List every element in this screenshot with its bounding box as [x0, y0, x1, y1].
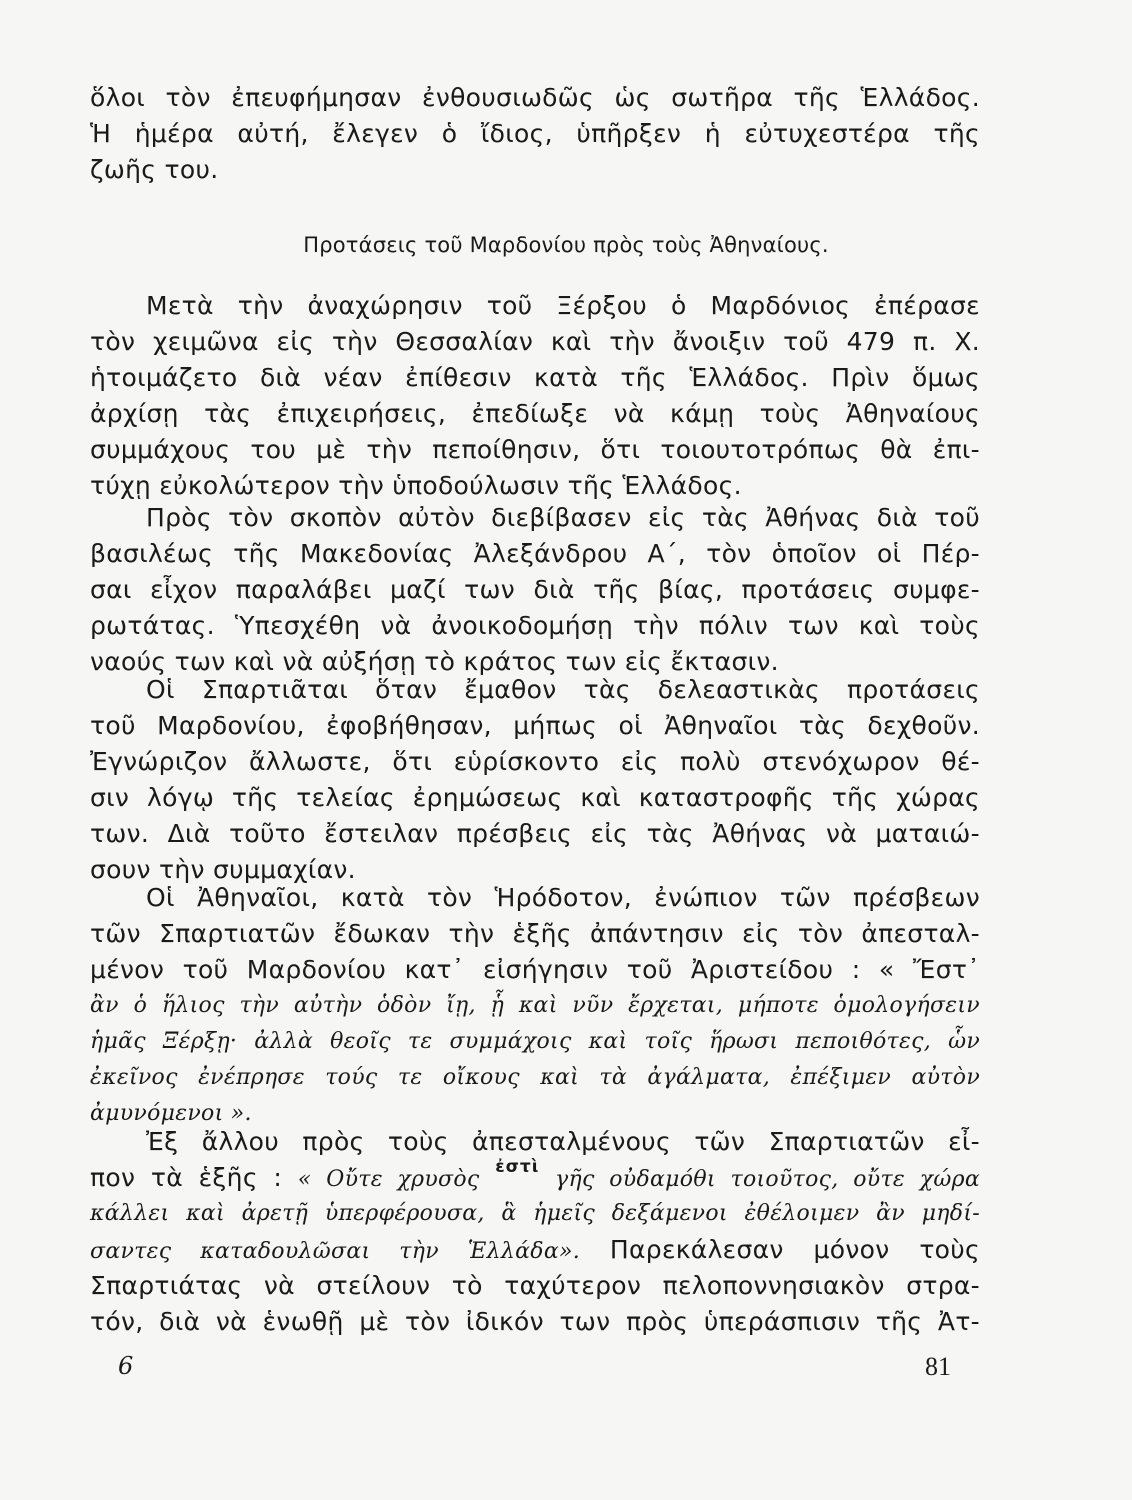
text-line: Ἡ ἡμέρα αὐτή, ἔλεγεν ὁ ἴδιος, ὑπῆρξεν ἡ εὐτυχεστέρα τῆς [90, 119, 980, 148]
text-segment: πον τὰ ἑξῆς : [90, 1163, 298, 1192]
text-line: Πρὸς τὸν σκοπὸν αὐτὸν διεβίβασεν εἰς τὰς Ἀθήνας διὰ τοῦ [146, 503, 980, 532]
text-line: σαι εἶχον παραλάβει μαζί των διὰ τῆς βίας, προτάσεις συμφε- [90, 575, 980, 604]
text-line: συμμάχους του μὲ τὴν πεποίθησιν, ὅτι τοιουτοτρόπως θὰ ἐπι- [90, 435, 980, 464]
paragraph-5 [90, 1124, 980, 1340]
text-line: των. Διὰ τοῦτο ἔστειλαν πρέσβεις εἰς τὰς Ἀθήνας νὰ ματαιώ- [90, 819, 980, 848]
text-line: σουν τὴν συμμαχίαν. [90, 855, 356, 884]
text-line: τὸν χειμῶνα εἰς τὴν Θεσσαλίαν καὶ τὴν ἄνοιξιν τοῦ 479 π. Χ. [90, 327, 980, 356]
text-line: ὅλοι τὸν ἐπευφήμησαν ἐνθουσιωδῶς ὡς σωτῆρα τῆς Ἑλλάδος. [90, 83, 980, 112]
section-heading: Προτάσεις τοῦ Μαρδονίου πρὸς τοὺς Ἀθηναίους. [303, 233, 829, 257]
text-line: τύχῃ εὐκολώτερον τὴν ὑποδούλωσιν τῆς Ἑλλάδος. [90, 471, 742, 500]
text-line: ἡτοιμάζετο διὰ νέαν ἐπίθεσιν κατὰ τῆς Ἑλλάδος. Πρὶν ὅμως [90, 363, 980, 392]
text-line: Ἐγνώριζον ἄλλωστε, ὅτι εὑρίσκοντο εἰς πολὺ στενόχωρον θέ- [90, 747, 980, 776]
text-line: Οἱ Ἀθηναῖοι, κατὰ τὸν Ἡρόδοτον, ἐνώπιον τῶν πρέσβεων [146, 883, 980, 912]
text-line: μένον τοῦ Μαρδονίου κατ᾽ εἰσήγησιν τοῦ Ἀριστείδου : « Ἔστ᾽ [90, 955, 980, 984]
text-line: ναούς των καὶ νὰ αὐξήσῃ τὸ κράτος των εἰς ἔκτασιν. [90, 647, 779, 676]
quote-segment: γῆς οὐδαμόθι τοιοῦτος, οὔτε χώρα [555, 1167, 980, 1192]
text-line: Οἱ Σπαρτιᾶται ὅταν ἔμαθον τὰς δελεαστικὰς προτάσεις [146, 675, 980, 704]
quote-line: ἡμᾶς Ξέρξῃ· ἀλλὰ θεοῖς τε συμμάχοις καὶ τοῖς ἥρωσι πεποιθότες, ὧν [90, 1029, 980, 1054]
quote-line: κάλλει καὶ ἀρετῇ ὑπερφέρουσα, ἃ ἡμεῖς δεξάμενοι ἐθέλοιμεν ἂν μηδί- [90, 1201, 980, 1226]
top-paragraph [90, 80, 980, 188]
text-line: τῶν Σπαρτιατῶν ἔδωκαν τὴν ἑξῆς ἀπάντησιν εἰς τὸν ἀπεσταλ- [90, 919, 980, 948]
quote-segment: « Οὔτε χρυσὸς [297, 1167, 480, 1192]
text-line: τοῦ Μαρδονίου, ἐφοβήθησαν, μήπως οἱ Ἀθηναῖοι τὰς δεχθοῦν. [90, 711, 980, 740]
text-line: ρωτάτας. Ὑπεσχέθη νὰ ἀνοικοδομήσῃ τὴν πόλιν των καὶ τοὺς [90, 611, 980, 640]
text-line: Ἐξ ἄλλου πρὸς τοὺς ἀπεσταλμένους τῶν Σπαρτιατῶν εἶ- [146, 1127, 980, 1156]
paragraph-2 [90, 500, 980, 680]
paragraph-3 [90, 672, 980, 888]
text-line: Μετὰ τὴν ἀναχώρησιν τοῦ Ξέρξου ὁ Μαρδόνιος ἐπέρασε [146, 291, 980, 320]
quote-line: ἂν ὁ ἥλιος τὴν αὐτὴν ὁδὸν ἴῃ, ᾗ καὶ νῦν ἔρχεται, μήποτε ὁμολογήσειν [90, 993, 980, 1018]
page-number: 81 [925, 1352, 951, 1381]
quote-line: ἀμυνόμενοι ». [90, 1101, 252, 1126]
text-line: τόν, διὰ νὰ ἑνωθῇ μὲ τὸν ἰδικόν των πρὸς ὑπεράσπισιν τῆς Ἀτ- [90, 1307, 980, 1336]
paragraph-1 [90, 288, 980, 504]
handwritten-annotation: ἐστὶ [495, 1157, 540, 1177]
text-line-mixed [90, 1157, 980, 1196]
quote-segment: σαντες καταδουλῶσαι τὴν Ἑλλάδα». [90, 1239, 581, 1264]
text-line-mixed [90, 1232, 980, 1268]
text-segment: Παρεκάλεσαν μόνον τοὺς [580, 1235, 980, 1264]
text-line: ζωῆς του. [90, 155, 219, 184]
quote-line: ἐκεῖνος ἐνέπρησε τούς τε οἴκους καὶ τὰ ἀγάλματα, ἐπέξιμεν αὐτὸν [90, 1065, 980, 1090]
paragraph-4 [90, 880, 980, 1132]
text-line: ἀρχίσῃ τὰς ἐπιχειρήσεις, ἐπεδίωξε νὰ κάμῃ τοὺς Ἀθηναίους [90, 399, 980, 428]
text-line: Σπαρτιάτας νὰ στείλουν τὸ ταχύτερον πελοποννησιακὸν στρα- [90, 1271, 980, 1300]
text-line: σιν λόγῳ τῆς τελείας ἐρημώσεως καὶ καταστροφῆς τῆς χώρας [90, 783, 980, 812]
text-line: βασιλέως τῆς Μακεδονίας Ἀλεξάνδρου Α΄, τὸν ὁποῖον οἱ Πέρ- [90, 539, 980, 568]
signature-mark: 6 [118, 1352, 134, 1380]
